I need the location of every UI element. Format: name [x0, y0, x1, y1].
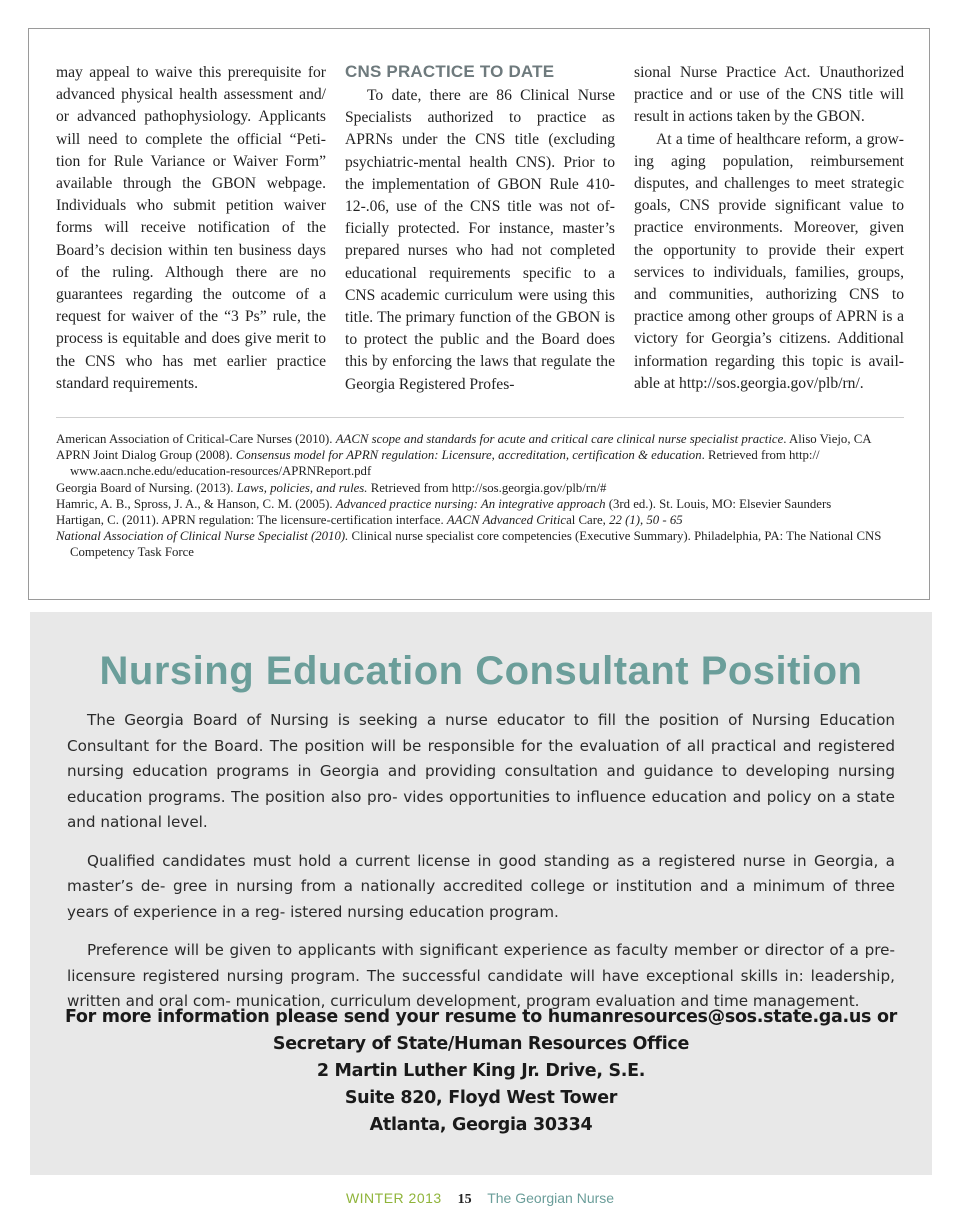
reference-item: Hamric, A. B., Spross, J. A., & Hanson, C. M. (2005). Advanced practice nursing: An integrative approach (3rd ed.). St. Louis, MO: Elsevier Saunders: [56, 496, 832, 511]
column-3: [634, 62, 904, 432]
article-box: [28, 28, 930, 600]
contact-line: For more information please send your resume to humanresources@sos.state.ga.us or: [64, 1007, 898, 1027]
contact-block: [30, 1004, 932, 1139]
consultant-position-box: [30, 612, 932, 1175]
column-1: [56, 62, 326, 432]
column-1-paragraph: may appeal to waive this prerequisite for advanced physical health assessment and/ or advanced pathophysiology. Applicants will need to complete the official “Peti- tion for Rule Variance or Waiver Form” available through the GBON webpage. Individuals who submit petition waiver forms will receive notification of the Board’s decision within ten business days of the ruling. Although there are no guarantees regarding the outcome of a request for waiver of the “3 Ps” rule, the process is equitable and does give merit to the CNS who has met earlier practice standard requirements.: [56, 64, 326, 392]
column-3-paragraph-2: At a time of healthcare reform, a grow- ing aging population, reimbursement disputes, and challenges to meet strategic goals, CNS provide significant value to practice environments. Moreover, given the opportunity to provide their expert services to individuals, families, groups, and communities, authorizing CNS to practice among other groups of APRN is a victory for Georgia’s citizens. Additional information regarding this topic is avail- able at http://sos.georgia.gov/plb/rn/.: [634, 130, 904, 392]
divider: [56, 417, 904, 418]
consultant-paragraph: The Georgia Board of Nursing is seeking a nurse educator to fill the position of Nursing Education Consultant for the Board. The position will be responsible for the evaluation of all practical and registered nursing education programs in Georgia and providing consultation and guidance to developing nursing education programs. The position also pro- vides opportunities to influence education and policy on a state and national level.: [67, 711, 895, 831]
contact-line: Atlanta, Georgia 30334: [369, 1115, 593, 1135]
section-heading: CNS PRACTICE TO DATE: [345, 62, 555, 81]
reference-item: National Association of Clinical Nurse Specialist (2010). Clinical nurse specialist core competencies (Executive Summary). Philadelphia, PA: The National CNS Competency Task Force: [56, 529, 882, 560]
consultant-title: Nursing Education Consultant Position: [99, 649, 863, 693]
column-2-paragraph: To date, there are 86 Clinical Nurse Specialists authorized to practice as APRNs under the CNS title (excluding psychiatric-mental health CNS). Prior to the implementation of GBON Rule 410- 12-.06, use of the CNS title was not of- ficially protected. For instance, master’s prepared nurses who had not completed educational requirements specific to a CNS academic curriculum were using this title. The primary function of the GBON is to protect the public and the Board does this by enforcing the laws that regulate the Georgia Registered Profes-: [345, 87, 615, 393]
publication-name: The Georgian Nurse: [487, 1190, 615, 1206]
reference-item: American Association of Critical-Care Nurses (2010). AACN scope and standards for acute and critical care clinical nurse specialist practice. Aliso Viejo, CA: [56, 432, 872, 446]
page-number: 15: [457, 1192, 472, 1207]
consultant-paragraph: Qualified candidates must hold a current license in good standing as a registered nurse in Georgia, a master’s de- gree in nursing from a nationally accredited college or institution and a minimum of three years of experience in a reg- istered nursing education program.: [67, 851, 895, 921]
reference-item: APRN Joint Dialog Group (2008). Consensus model for APRN regulation: Licensure, accreditation, certification & education. Retrieved from http:// www.aacn.nche.edu/education-resources/APRNReport.pdf: [56, 448, 820, 479]
contact-line: Secretary of State/Human Resources Office: [272, 1034, 690, 1054]
article-columns: [56, 62, 904, 432]
consultant-paragraph: Preference will be given to applicants with significant experience as faculty member or director of a pre-licensure registered nursing program. The successful candidate will have exceptional skills in: leadership, written and oral com- munication, curriculum development, program evaluation and time management.: [67, 941, 895, 1010]
footer-season: WINTER 2013: [345, 1190, 442, 1206]
column-3-paragraph-1: sional Nurse Practice Act. Unauthorized practice and or use of the CNS title will result in actions taken by the GBON.: [634, 64, 904, 126]
contact-line: Suite 820, Floyd West Tower: [344, 1088, 618, 1108]
page-footer: [0, 1188, 960, 1210]
consultant-body: [67, 708, 895, 1028]
contact-line: 2 Martin Luther King Jr. Drive, S.E.: [316, 1061, 646, 1081]
references-list: [56, 431, 906, 561]
column-2: [345, 62, 615, 432]
reference-item: Georgia Board of Nursing. (2013). Laws, policies, and rules. Retrieved from http://sos.georgia.gov/plb/rn/#: [56, 480, 607, 495]
reference-item: Hartigan, C. (2011). APRN regulation: The licensure-certification interface. AACN Advanced Critical Care, 22 (1), 50 - 65: [56, 513, 683, 528]
